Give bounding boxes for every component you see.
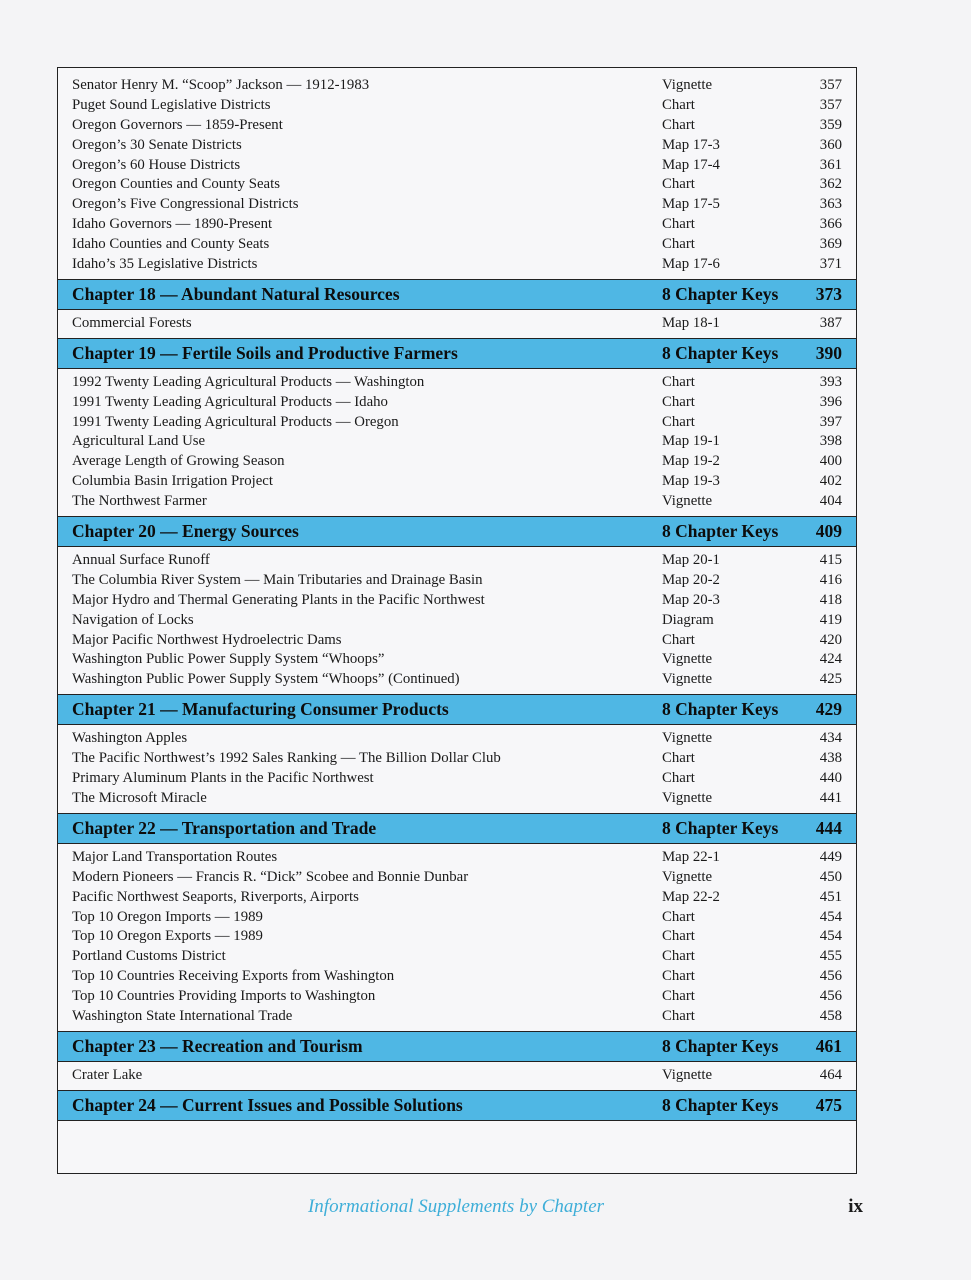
entry-row xyxy=(58,868,856,888)
entry-page: 366 xyxy=(819,216,842,233)
entry-type: Chart xyxy=(662,96,695,113)
entry-type: Map 20-1 xyxy=(662,552,720,569)
entry-type: Vignette xyxy=(662,671,713,688)
entry-type: Map 22-2 xyxy=(662,888,720,905)
entry-row xyxy=(58,888,856,908)
contents-table xyxy=(57,67,857,1174)
entry-title: Idaho Governors — 1890-Present xyxy=(72,216,273,233)
chapter-header xyxy=(58,694,856,725)
entry-type: Map 19-1 xyxy=(662,433,720,450)
entry-type: Map 19-3 xyxy=(662,473,720,490)
entry-page: 402 xyxy=(819,473,842,490)
entry-type: Chart xyxy=(662,631,695,648)
entry-row xyxy=(58,1066,856,1086)
chapter-header xyxy=(58,279,856,310)
entry-page: 369 xyxy=(819,236,842,253)
chapter-title: Chapter 21 — Manufacturing Consumer Products xyxy=(72,699,449,720)
entry-type: Chart xyxy=(662,908,695,925)
entry-title: The Northwest Farmer xyxy=(72,493,207,510)
entry-row xyxy=(58,551,856,571)
entry-row xyxy=(58,908,856,928)
entry-title: Pacific Northwest Seaports, Riverports, Airports xyxy=(72,888,359,905)
entry-title: Oregon’s 60 House Districts xyxy=(72,156,241,173)
chapter-keys: 8 Chapter Keys xyxy=(662,1035,779,1056)
entry-type: Map 17-6 xyxy=(662,256,720,273)
entry-title: Washington State International Trade xyxy=(72,1007,293,1024)
entry-title: Oregon Governors — 1859-Present xyxy=(72,116,283,133)
entry-row xyxy=(58,452,856,472)
entry-page: 397 xyxy=(819,413,842,430)
entry-page: 362 xyxy=(819,176,842,193)
entry-title: Oregon’s 30 Senate Districts xyxy=(72,136,242,153)
chapter-keys: 8 Chapter Keys xyxy=(662,283,779,304)
entry-title: Oregon Counties and County Seats xyxy=(72,176,280,193)
entry-type: Vignette xyxy=(662,493,713,510)
entry-page: 441 xyxy=(819,789,842,806)
entry-row xyxy=(58,571,856,591)
entry-row xyxy=(58,96,856,116)
entry-row xyxy=(58,749,856,769)
entry-row xyxy=(58,1007,856,1027)
entry-type: Vignette xyxy=(662,789,713,806)
entry-title: 1991 Twenty Leading Agricultural Products — Oregon xyxy=(72,413,399,430)
entry-page: 416 xyxy=(819,571,842,588)
entry-page: 456 xyxy=(819,988,842,1005)
entry-title: Navigation of Locks xyxy=(72,611,194,628)
chapter-page: 429 xyxy=(815,699,842,720)
entry-title: Crater Lake xyxy=(72,1066,143,1083)
chapter-keys: 8 Chapter Keys xyxy=(662,817,779,838)
chapter-title: Chapter 24 — Current Issues and Possible Solutions xyxy=(72,1094,463,1115)
chapter-page: 444 xyxy=(815,817,842,838)
entry-page: 454 xyxy=(819,928,842,945)
entry-title: Washington Public Power Supply System “Whoops” xyxy=(72,651,385,668)
chapter-keys: 8 Chapter Keys xyxy=(662,1094,779,1115)
entry-row xyxy=(58,235,856,255)
entry-type: Map 17-4 xyxy=(662,156,720,173)
entry-title: Idaho Counties and County Seats xyxy=(72,236,270,253)
entry-type: Chart xyxy=(662,928,695,945)
entry-page: 387 xyxy=(819,314,842,331)
entry-page: 415 xyxy=(819,552,842,569)
footer-caption: Informational Supplements by Chapter xyxy=(307,1196,605,1217)
entry-type: Chart xyxy=(662,393,695,410)
entry-type: Map 20-3 xyxy=(662,591,720,608)
chapter-keys: 8 Chapter Keys xyxy=(662,521,779,542)
entry-page: 440 xyxy=(819,770,842,787)
entry-title: Top 10 Countries Providing Imports to Washington xyxy=(72,988,376,1005)
entry-type: Vignette xyxy=(662,730,713,747)
entry-row xyxy=(58,116,856,136)
entry-page: 357 xyxy=(819,77,842,93)
entry-row xyxy=(58,136,856,156)
entry-title: Puget Sound Legislative Districts xyxy=(72,96,271,113)
entry-row xyxy=(58,413,856,433)
entry-type: Map 17-3 xyxy=(662,136,720,153)
entry-type: Chart xyxy=(662,968,695,985)
entry-title: Modern Pioneers — Francis R. “Dick” Scobee and Bonnie Dunbar xyxy=(72,868,469,885)
chapter-title: Chapter 20 — Energy Sources xyxy=(72,521,299,542)
entry-row xyxy=(58,947,856,967)
entry-type: Map 19-2 xyxy=(662,453,720,470)
entry-type: Chart xyxy=(662,948,695,965)
chapter-header xyxy=(58,1090,856,1121)
entry-page: 393 xyxy=(819,373,842,390)
entry-title: The Pacific Northwest’s 1992 Sales Ranking — The Billion Dollar Club xyxy=(72,750,501,767)
chapter-title: Chapter 19 — Fertile Soils and Productive Farmers xyxy=(72,342,458,363)
entry-title: Commercial Forests xyxy=(72,314,192,331)
entry-type: Map 22-1 xyxy=(662,848,720,865)
chapter-page: 390 xyxy=(815,342,842,363)
entry-row xyxy=(58,156,856,176)
entry-page: 438 xyxy=(819,750,842,767)
entry-page: 363 xyxy=(819,196,842,213)
chapter-keys: 8 Chapter Keys xyxy=(662,342,779,363)
entry-title: Oregon’s Five Congressional Districts xyxy=(72,196,299,213)
entry-page: 456 xyxy=(819,968,842,985)
entry-type: Map 20-2 xyxy=(662,571,720,588)
entry-row xyxy=(58,175,856,195)
entry-row xyxy=(58,373,856,393)
entry-row xyxy=(58,255,856,275)
entry-row xyxy=(58,314,856,334)
entry-row xyxy=(58,650,856,670)
entry-title: Agricultural Land Use xyxy=(72,433,206,450)
entry-page: 451 xyxy=(819,888,842,905)
entry-row xyxy=(58,215,856,235)
entry-type: Chart xyxy=(662,176,695,193)
entry-row xyxy=(58,769,856,789)
chapter-header xyxy=(58,338,856,369)
chapter-page: 409 xyxy=(815,521,842,542)
entry-row xyxy=(58,393,856,413)
chapter-title: Chapter 23 — Recreation and Tourism xyxy=(72,1035,363,1056)
entry-type: Map 17-5 xyxy=(662,196,720,213)
entry-title: 1992 Twenty Leading Agricultural Products — Washington xyxy=(72,373,425,390)
entry-page: 398 xyxy=(819,433,842,450)
entry-page: 450 xyxy=(819,868,842,885)
entry-title: Top 10 Oregon Exports — 1989 xyxy=(72,928,263,945)
entry-page: 418 xyxy=(819,591,842,608)
entry-type: Chart xyxy=(662,770,695,787)
entry-type: Vignette xyxy=(662,77,713,93)
entry-title: Washington Apples xyxy=(72,730,188,747)
entry-page: 434 xyxy=(819,730,842,747)
entry-row xyxy=(58,670,856,690)
entry-row xyxy=(58,631,856,651)
entry-page: 360 xyxy=(819,136,842,153)
entry-page: 454 xyxy=(819,908,842,925)
entry-title: Columbia Basin Irrigation Project xyxy=(72,473,273,490)
entry-type: Chart xyxy=(662,413,695,430)
entry-row xyxy=(58,195,856,215)
page-number: ix xyxy=(848,1196,863,1217)
chapter-title: Chapter 18 — Abundant Natural Resources xyxy=(72,283,400,304)
entry-row xyxy=(58,927,856,947)
entry-page: 425 xyxy=(819,671,842,688)
entry-title: Portland Customs District xyxy=(72,948,226,965)
entry-row xyxy=(58,591,856,611)
entry-title: Major Hydro and Thermal Generating Plants in the Pacific Northwest xyxy=(72,591,485,608)
entry-row xyxy=(58,789,856,809)
entry-type: Vignette xyxy=(662,868,713,885)
entry-row xyxy=(58,76,856,96)
entry-page: 455 xyxy=(819,948,842,965)
entry-type: Chart xyxy=(662,116,695,133)
entry-page: 404 xyxy=(819,493,842,510)
entry-page: 449 xyxy=(819,848,842,865)
entry-title: Major Pacific Northwest Hydroelectric Dams xyxy=(72,631,342,648)
entry-title: Top 10 Oregon Imports — 1989 xyxy=(72,908,263,925)
entry-title: Major Land Transportation Routes xyxy=(72,848,278,865)
entry-type: Chart xyxy=(662,988,695,1005)
entry-type: Chart xyxy=(662,236,695,253)
entry-type: Chart xyxy=(662,373,695,390)
entry-title: Senator Henry M. “Scoop” Jackson — 1912-1983 xyxy=(72,77,370,93)
entry-page: 371 xyxy=(819,256,842,273)
entry-page: 420 xyxy=(819,631,842,648)
entry-page: 424 xyxy=(819,651,842,668)
entry-title: Primary Aluminum Plants in the Pacific Northwest xyxy=(72,770,374,787)
entry-row xyxy=(58,611,856,631)
chapter-title: Chapter 22 — Transportation and Trade xyxy=(72,817,377,838)
entry-title: 1991 Twenty Leading Agricultural Products — Idaho xyxy=(72,393,388,410)
entry-type: Chart xyxy=(662,216,695,233)
table-body xyxy=(58,68,856,1121)
entry-title: The Microsoft Miracle xyxy=(72,789,207,806)
entry-page: 419 xyxy=(819,611,842,628)
chapter-page: 373 xyxy=(815,283,842,304)
entry-row xyxy=(58,432,856,452)
entry-row xyxy=(58,729,856,749)
entry-row xyxy=(58,848,856,868)
entry-type: Vignette xyxy=(662,651,713,668)
entry-title: The Columbia River System — Main Tributaries and Drainage Basin xyxy=(72,571,483,588)
entry-title: Top 10 Countries Receiving Exports from Washington xyxy=(72,968,395,985)
entry-page: 396 xyxy=(819,393,842,410)
entry-type: Map 18-1 xyxy=(662,314,720,331)
entry-page: 400 xyxy=(819,453,842,470)
chapter-page: 475 xyxy=(815,1094,842,1115)
entry-row xyxy=(58,967,856,987)
entry-page: 359 xyxy=(819,116,842,133)
entry-type: Vignette xyxy=(662,1066,713,1083)
entry-row xyxy=(58,472,856,492)
entry-page: 357 xyxy=(819,96,842,113)
chapter-keys: 8 Chapter Keys xyxy=(662,699,779,720)
entry-page: 464 xyxy=(819,1066,842,1083)
entry-page: 361 xyxy=(819,156,842,173)
entry-title: Washington Public Power Supply System “Whoops” (Continued) xyxy=(72,671,460,688)
entry-title: Idaho’s 35 Legislative Districts xyxy=(72,256,258,273)
chapter-header xyxy=(58,813,856,844)
chapter-page: 461 xyxy=(815,1035,842,1056)
entry-page: 458 xyxy=(819,1007,842,1024)
entry-type: Chart xyxy=(662,1007,695,1024)
chapter-header xyxy=(58,1031,856,1062)
entry-type: Chart xyxy=(662,750,695,767)
entry-title: Annual Surface Runoff xyxy=(72,552,210,569)
entry-type: Diagram xyxy=(662,611,714,628)
entry-title: Average Length of Growing Season xyxy=(72,453,285,470)
chapter-header xyxy=(58,516,856,547)
entry-row xyxy=(58,987,856,1007)
entry-row xyxy=(58,492,856,512)
